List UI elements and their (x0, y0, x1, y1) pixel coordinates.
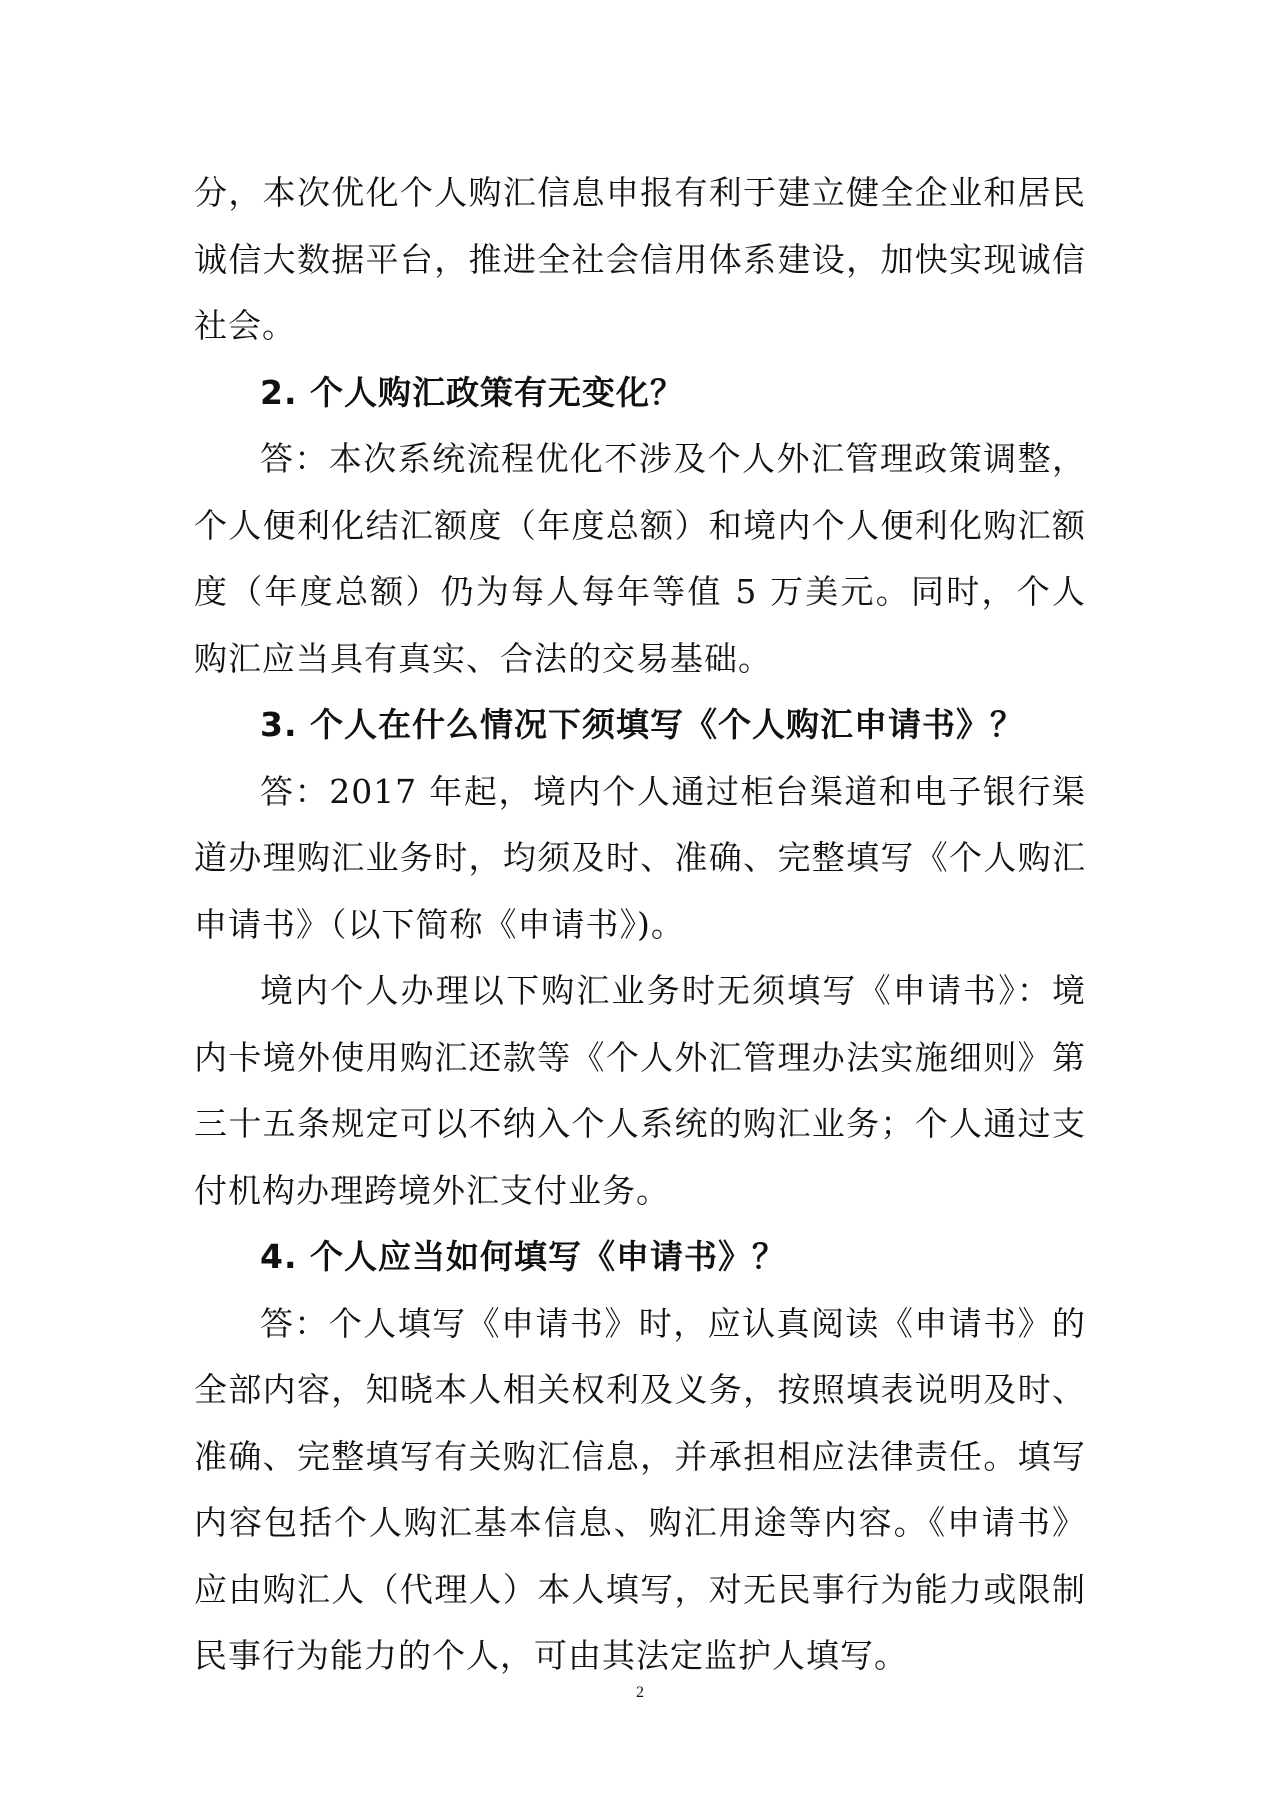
question-heading-2: 2. 个人购汇政策有无变化？ (260, 372, 684, 412)
paragraph-continuation: 分，本次优化个人购汇信息申报有利于建立健全企业和居民诚信大数据平台，推进全社会信用体系建设，加快实现诚信社会。 (194, 173, 1086, 345)
question-heading-3: 3. 个人在什么情况下须填写《个人购汇申请书》？ (260, 705, 1024, 744)
answer-paragraph-4: 答：个人填写《申请书》时，应认真阅读《申请书》的全部内容，知晓本人相关权利及义务，按照填表说明及时、准确、完整填写有关购汇信息，并承担相应法律责任。填写内容包括个人购汇基本信息、购汇用途等内容。《申请书》应由购汇人（代理人）本人填写，对无民事行为能力或限制民事行为能力的个人，可由其法定监护人填写。 (194, 1303, 1086, 1675)
page-number: 2 (636, 1684, 644, 1701)
document-body (194, 160, 1086, 1690)
answer-paragraph-2: 答：本次系统流程优化不涉及个人外汇管理政策调整，个人便利化结汇额度（年度总额）和境内个人便利化购汇额度（年度总额）仍为每人每年等值 5 万美元。同时，个人购汇应当具有真实、合法的交易基础。 (194, 439, 1086, 678)
question-heading-4: 4. 个人应当如何填写《申请书》？ (260, 1237, 786, 1276)
answer-paragraph-3b: 境内个人办理以下购汇业务时无须填写《申请书》：境内卡境外使用购汇还款等《个人外汇管理办法实施细则》第三十五条规定可以不纳入个人系统的购汇业务；个人通过支付机构办理跨境外汇支付业务。 (194, 971, 1086, 1210)
answer-paragraph-3a: 答：2017 年起，境内个人通过柜台渠道和电子银行渠道办理购汇业务时，均须及时、准确、完整填写《个人购汇申请书》（以下简称《申请书》)。 (194, 771, 1086, 944)
